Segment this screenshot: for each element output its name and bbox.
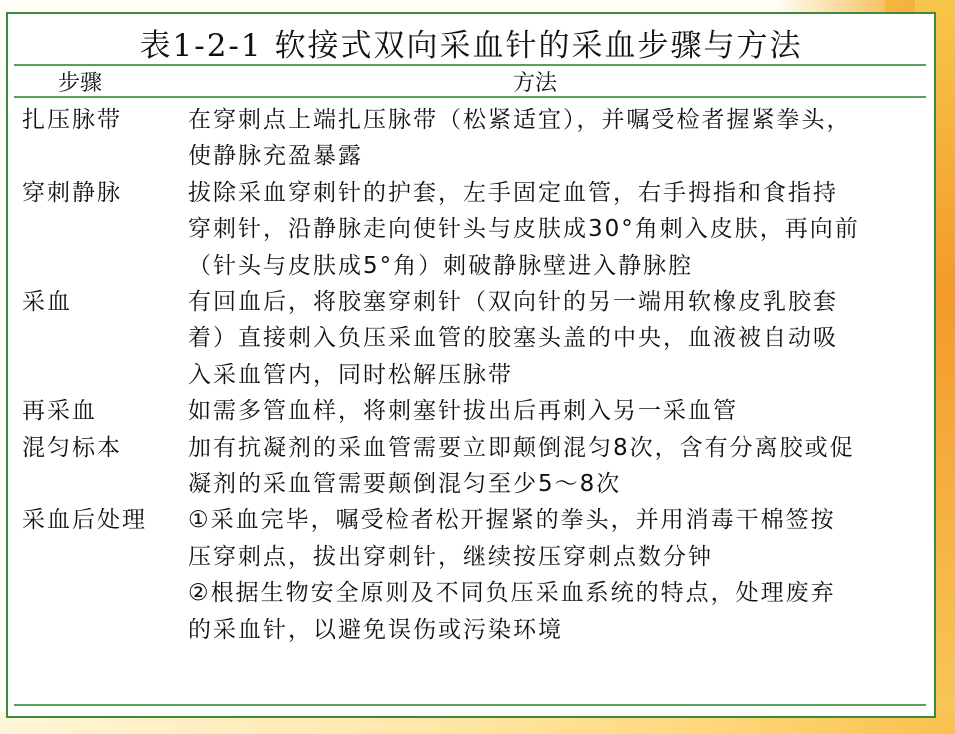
top-rule [14, 64, 926, 66]
method-cell [188, 102, 934, 175]
method-cell [188, 393, 934, 429]
method-cell [188, 284, 934, 393]
method-line: 着）直接刺入负压采血管的胶塞头盖的中央，血液被自动吸 [188, 325, 838, 352]
method-line: ②根据生物安全原则及不同负压采血系统的特点，处理废弃 [188, 580, 836, 607]
bottom-rule [14, 704, 926, 706]
step-cell: 再采血 [22, 398, 97, 425]
method-line: 使静脉充盈暴露 [188, 143, 363, 170]
method-line: 压穿刺点，拔出穿刺针，继续按压穿刺点数分钟 [188, 543, 713, 570]
step-cell: 穿刺静脉 [22, 179, 122, 206]
table-row [8, 102, 934, 175]
table-row [8, 175, 934, 284]
step-cell: 采血后处理 [22, 507, 147, 534]
method-cell [188, 175, 934, 284]
step-cell: 混匀标本 [22, 434, 122, 461]
step-cell: 扎压脉带 [22, 107, 122, 133]
table-row [8, 393, 934, 429]
step-cell: 采血 [22, 289, 72, 316]
method-line: 有回血后，将胶塞穿刺针（双向针的另一端用软橡皮乳胶套 [188, 289, 838, 316]
method-line: 入采血管内，同时松解压脉带 [188, 361, 513, 388]
table-body [8, 102, 934, 648]
column-header-step: 步骤 [58, 71, 103, 96]
method-cell [188, 430, 934, 503]
method-line: （针头与皮肤成5°角）刺破静脉壁进入静脉腔 [188, 252, 694, 279]
method-line: 的采血针，以避免误伤或污染环境 [188, 616, 563, 643]
table-panel [6, 12, 936, 718]
method-line: 穿刺针，沿静脉走向使针头与皮肤成30°角刺入皮肤，再向前 [188, 216, 860, 243]
column-header-method: 方法 [513, 71, 558, 96]
table-title: 表1-2-1 软接式双向采血针的采血步骤与方法 [139, 28, 803, 64]
table-row [8, 502, 934, 648]
header-rule [14, 96, 926, 98]
method-line: ①采血完毕，嘱受检者松开握紧的拳头，并用消毒干棉签按 [188, 507, 836, 534]
method-line: 在穿刺点上端扎压脉带（松紧适宜），并嘱受检者握紧拳头， [188, 107, 852, 133]
method-line: 加有抗凝剂的采血管需要立即颠倒混匀8次，含有分离胶或促 [188, 434, 855, 461]
method-line: 拔除采血穿刺针的护套，左手固定血管，右手拇指和食指持 [188, 179, 838, 206]
table-row [8, 430, 934, 503]
method-line: 如需多管血样，将刺塞针拔出后再刺入另一采血管 [188, 398, 738, 425]
table-row [8, 284, 934, 393]
method-cell [188, 502, 934, 648]
method-line: 凝剂的采血管需要颠倒混匀至少5～8次 [188, 471, 622, 498]
